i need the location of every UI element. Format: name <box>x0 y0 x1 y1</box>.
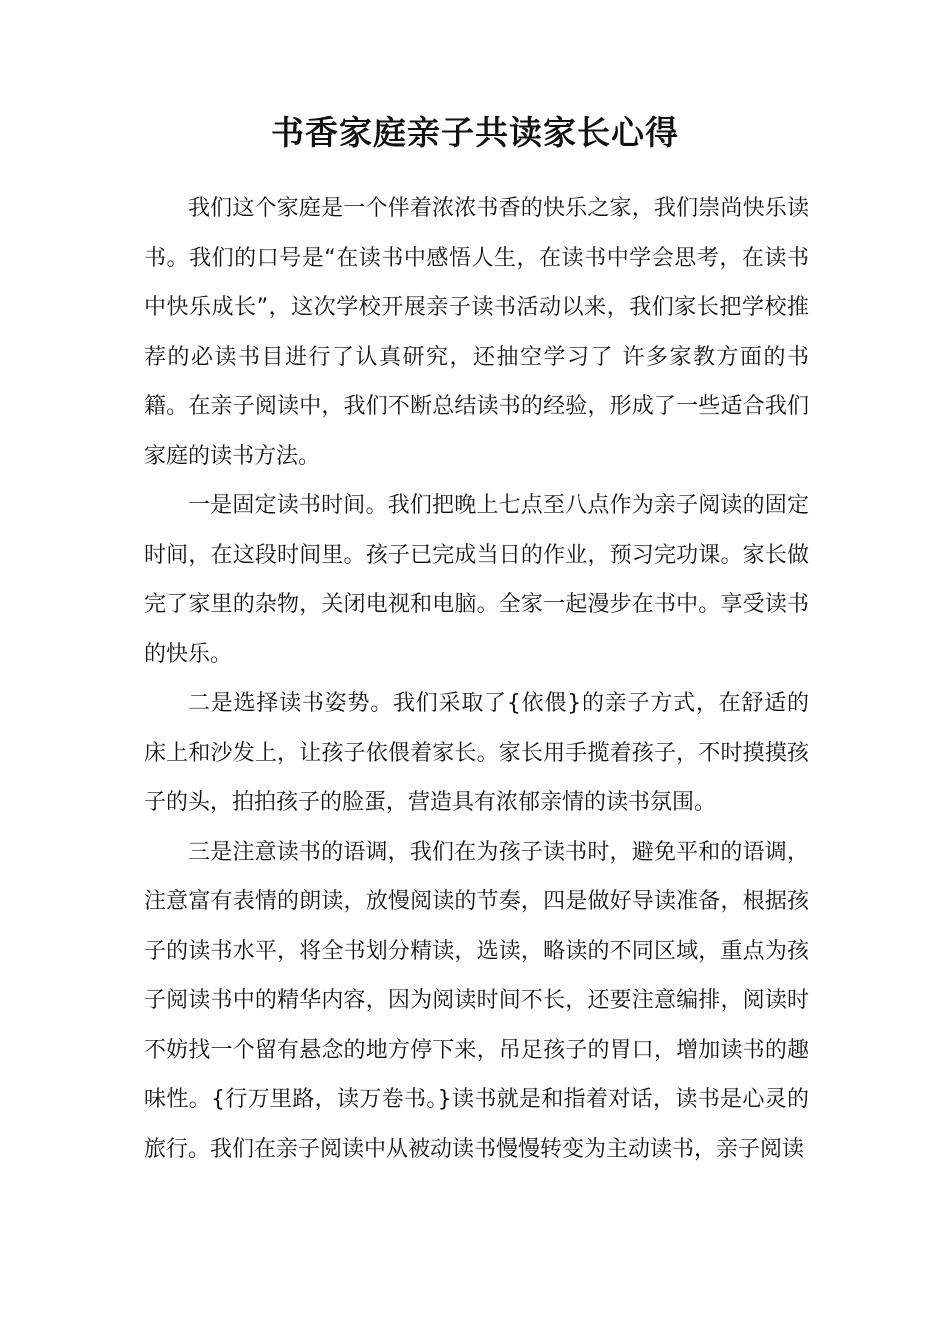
paragraph-intro: 我们这个家庭是一个伴着浓浓书香的快乐之家，我们崇尚快乐读书。我们的口号是“在读书中感悟人生，在读书中学会思考，在读书中快乐成长”，这次学校开展亲子读书活动以来，我们家长把学校推荐的必读书目进行了认真研究，还抽空学习了 许多家教方面的书籍。在亲子阅读中，我们不断总结读书的经验，形成了一些适合我们家庭的读书方法。 <box>144 196 809 469</box>
document-body <box>144 184 809 1174</box>
paragraph-reading-time: 一是固定读书时间。我们把晚上七点至八点作为亲子阅读的固定时间，在这段时间里。孩子已完成当日的作业，预习完功课。家长做完了家里的杂物，关闭电视和电脑。全家一起漫步在书中。享受读书的快乐。 <box>144 493 809 667</box>
document-title: 书香家庭亲子共读家长心得 <box>271 113 679 152</box>
paragraph-reading-posture: 二是选择读书姿势。我们采取了{依偎}的亲子方式，在舒适的床上和沙发上，让孩子依偎着家长。家长用手揽着孩子，不时摸摸孩子的头，拍拍孩子的脸蛋，营造具有浓郁亲情的读书氛围。 <box>144 691 809 815</box>
paragraph-reading-tone: 三是注意读书的语调，我们在为孩子读书时，避免平和的语调，注意富有表情的朗读，放慢阅读的节奏，四是做好导读准备，根据孩子的读书水平，将全书划分精读，选读，略读的不同区域，重点为孩子阅读书中的精华内容，因为阅读时间不长，还要注意编排，阅读时不妨找一个留有悬念的地方停下来，吊足孩子的胃口，增加读书的趣味性。{行万里路，读万卷书。}读书就是和指着对话，读书是心灵的旅行。我们在亲子阅读中从被动读书慢慢转变为主动读书，亲子阅读 <box>144 839 809 1162</box>
